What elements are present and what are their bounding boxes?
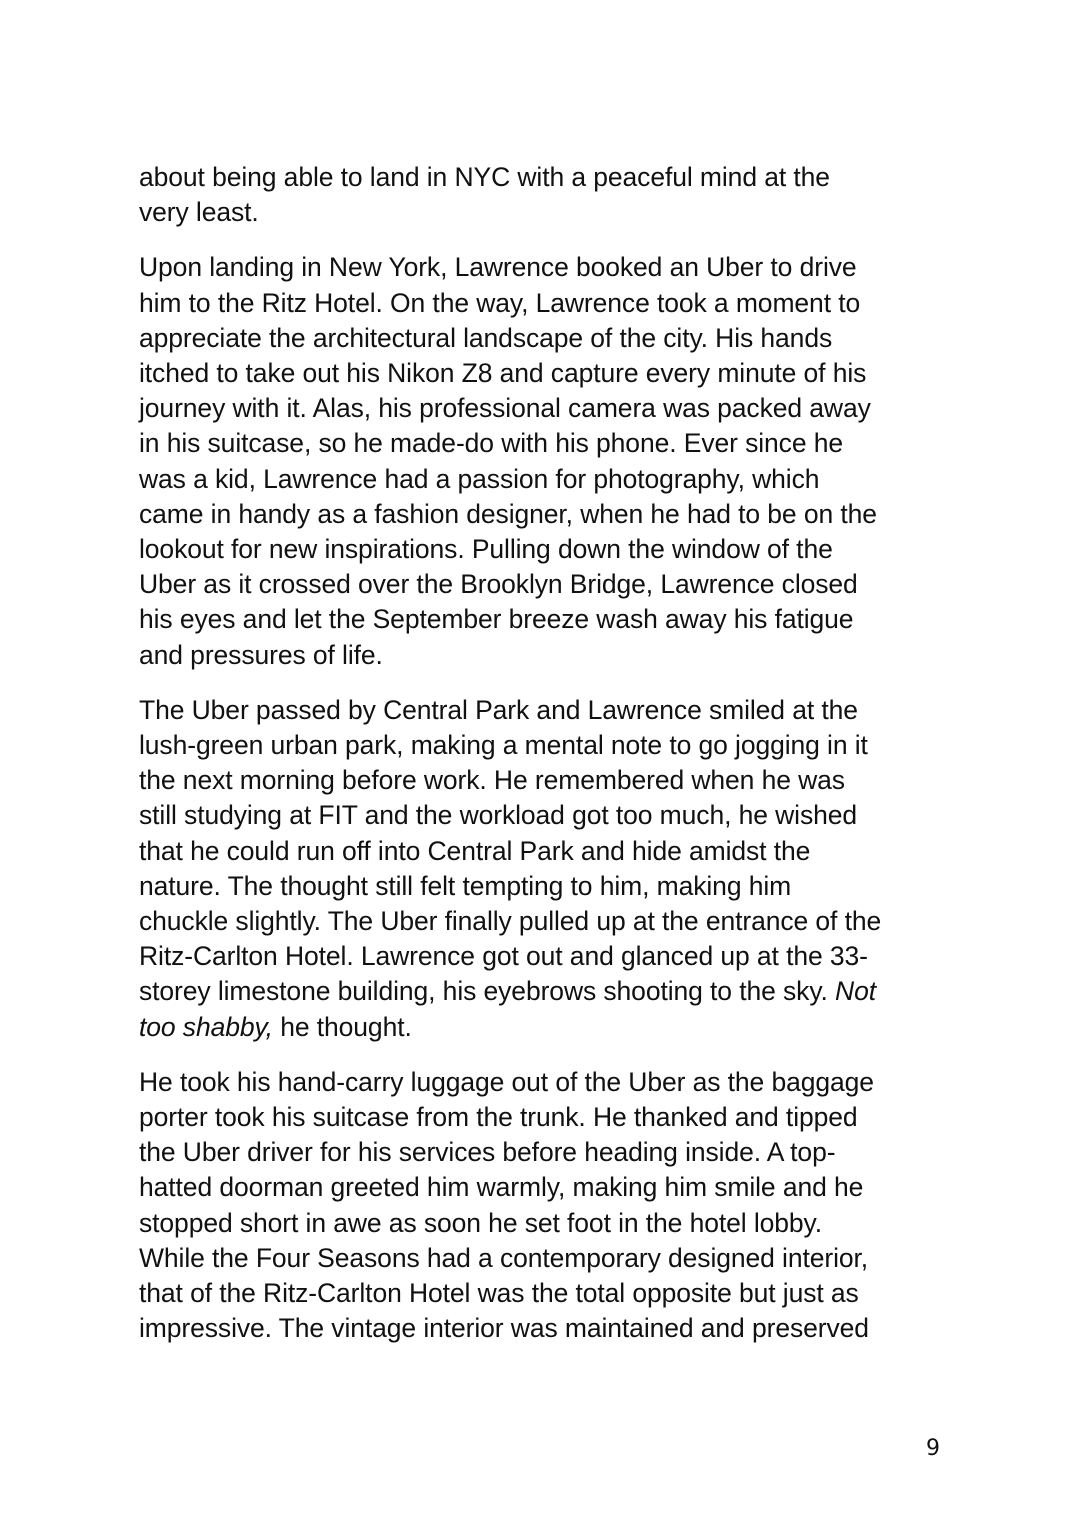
text-run: The Uber passed by Central Park and Lawrence smiled at the bbox=[139, 694, 858, 725]
text-run: him to the Ritz Hotel. On the way, Lawrence took a moment to bbox=[139, 287, 861, 318]
text-line bbox=[139, 763, 949, 798]
text-run: hatted doorman greeted him warmly, making him smile and he bbox=[139, 1172, 864, 1203]
text-run: storey limestone building, his eyebrows shooting to the sky. bbox=[139, 976, 836, 1007]
text-run: Uber as it crossed over the Brooklyn Bridge, Lawrence closed bbox=[139, 569, 858, 600]
text-line bbox=[139, 321, 949, 356]
text-line bbox=[139, 1010, 949, 1045]
page-body-text bbox=[139, 160, 949, 1367]
text-run: While the Four Seasons had a contemporary designed interior, bbox=[139, 1242, 869, 1273]
text-line bbox=[139, 462, 949, 497]
text-run: the Uber driver for his services before heading inside. A top- bbox=[139, 1137, 836, 1168]
text-run: and pressures of life. bbox=[139, 639, 383, 670]
text-line bbox=[139, 798, 949, 833]
italic-text: too shabby, bbox=[139, 1011, 273, 1042]
text-run: Ritz-Carlton Hotel. Lawrence got out and glanced up at the 33- bbox=[139, 941, 868, 972]
text-line bbox=[139, 391, 949, 426]
text-run: chuckle slightly. The Uber finally pulled up at the entrance of the bbox=[139, 906, 882, 937]
text-line bbox=[139, 728, 949, 763]
text-line bbox=[139, 250, 949, 285]
paragraph bbox=[139, 1065, 949, 1347]
text-line bbox=[139, 1065, 949, 1100]
text-line bbox=[139, 974, 949, 1009]
text-run: very least. bbox=[139, 197, 259, 228]
text-run: that of the Ritz-Carlton Hotel was the total opposite but just as bbox=[139, 1278, 859, 1309]
text-line bbox=[139, 1241, 949, 1276]
text-run: journey with it. Alas, his professional camera was packed away bbox=[139, 393, 871, 424]
text-line bbox=[139, 1170, 949, 1205]
text-run: still studying at FIT and the workload got too much, he wished bbox=[139, 800, 858, 831]
text-run: came in handy as a fashion designer, when he had to be on the bbox=[139, 498, 877, 529]
paragraph bbox=[139, 693, 949, 1045]
text-run: itched to take out his Nikon Z8 and capture every minute of his bbox=[139, 358, 867, 389]
text-run: stopped short in awe as soon he set foot in the hotel lobby. bbox=[139, 1207, 822, 1238]
text-run: in his suitcase, so he made-do with his phone. Ever since he bbox=[139, 428, 844, 459]
text-line bbox=[139, 195, 949, 230]
text-run: impressive. The vintage interior was maintained and preserved bbox=[139, 1313, 869, 1344]
text-run: about being able to land in NYC with a peaceful mind at the bbox=[139, 162, 830, 192]
text-line bbox=[139, 1311, 949, 1346]
text-line bbox=[139, 160, 949, 195]
text-line bbox=[139, 939, 949, 974]
text-line bbox=[139, 532, 949, 567]
text-line bbox=[139, 1135, 949, 1170]
text-line bbox=[139, 869, 949, 904]
text-line bbox=[139, 638, 949, 673]
text-run: the next morning before work. He remembered when he was bbox=[139, 765, 845, 796]
text-run: Upon landing in New York, Lawrence booked an Uber to drive bbox=[139, 252, 857, 283]
text-line bbox=[139, 1100, 949, 1135]
text-run: lookout for new inspirations. Pulling down the window of the bbox=[139, 534, 833, 565]
text-line bbox=[139, 1206, 949, 1241]
text-line bbox=[139, 567, 949, 602]
text-line bbox=[139, 602, 949, 637]
text-line bbox=[139, 286, 949, 321]
text-run: appreciate the architectural landscape of the city. His hands bbox=[139, 322, 833, 353]
text-run: nature. The thought still felt tempting to him, making him bbox=[139, 870, 792, 901]
text-line bbox=[139, 834, 949, 869]
text-line bbox=[139, 426, 949, 461]
text-line bbox=[139, 1276, 949, 1311]
text-line bbox=[139, 693, 949, 728]
text-run: lush-green urban park, making a mental note to go jogging in it bbox=[139, 730, 868, 761]
text-line bbox=[139, 904, 949, 939]
paragraph bbox=[139, 250, 949, 672]
text-run: He took his hand-carry luggage out of the Uber as the baggage bbox=[139, 1066, 874, 1097]
text-run: he thought. bbox=[272, 1011, 412, 1042]
text-line bbox=[139, 497, 949, 532]
page-number: 9 bbox=[926, 1436, 940, 1461]
text-run: that he could run off into Central Park and hide amidst the bbox=[139, 835, 811, 866]
text-run: his eyes and let the September breeze wash away his fatigue bbox=[139, 604, 854, 635]
text-line bbox=[139, 356, 949, 391]
text-run: porter took his suitcase from the trunk. He thanked and tipped bbox=[139, 1102, 858, 1133]
text-run: was a kid, Lawrence had a passion for photography, which bbox=[139, 463, 820, 494]
paragraph bbox=[139, 160, 949, 230]
italic-text: Not bbox=[835, 976, 876, 1007]
